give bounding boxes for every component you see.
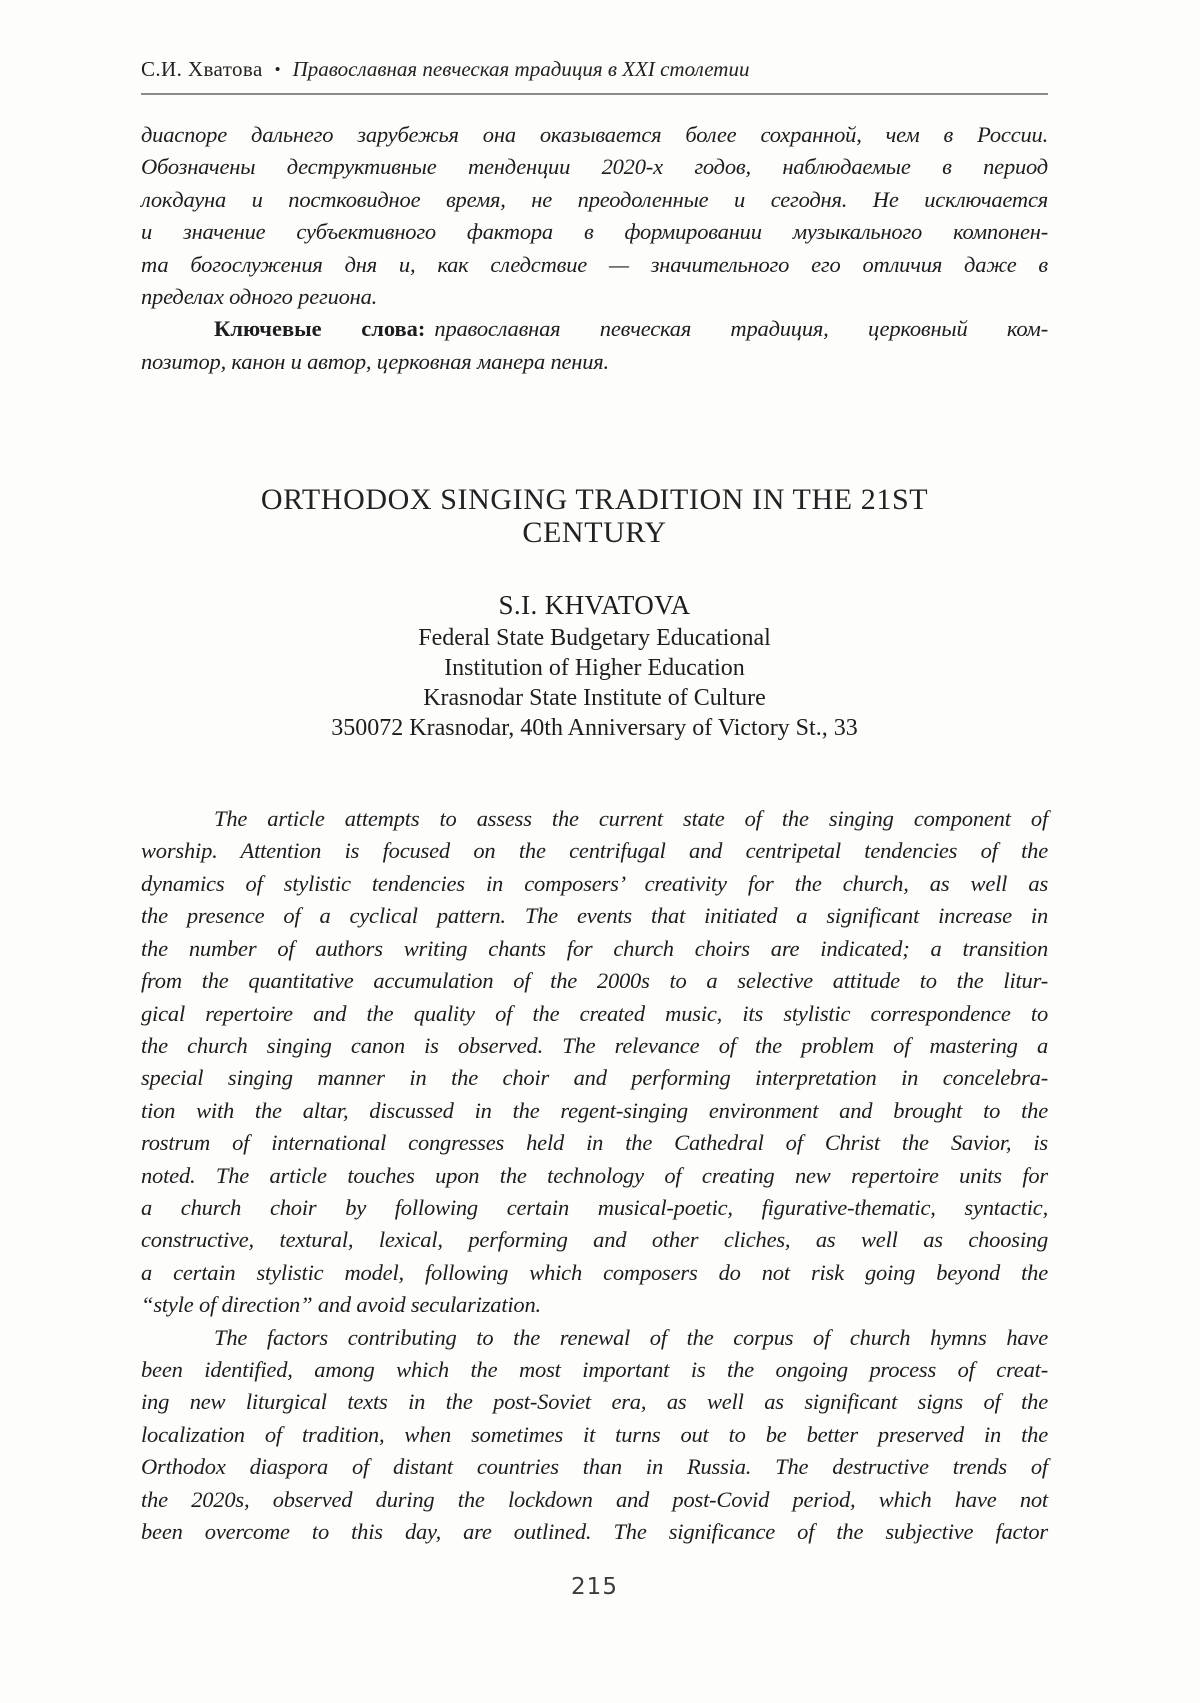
text-line: Orthodox diaspora of distant countries than in Russia. The destructive trends of — [141, 1454, 1048, 1480]
text-line: Institution of Higher Education — [444, 655, 745, 682]
text-line: Обозначены деструктивные тенденции 2020-х годов, наблюдаемые в период — [141, 154, 1048, 180]
text-line: и значение субъективного фактора в формировании музыкального компонен- — [141, 219, 1048, 245]
text-line: noted. The article touches upon the technology of creating new repertoire units for — [141, 1162, 1048, 1188]
text-line: a church choir by following certain musical-poetic, figurative-thematic, syntactic, — [141, 1194, 1048, 1220]
abstract-paragraph-1 — [141, 803, 1048, 1322]
keywords-text: православная певческая традиция, церковный ком- — [434, 316, 1048, 342]
text-line: ing new liturgical texts in the post-Soviet era, as well as significant signs of the — [141, 1389, 1048, 1415]
keywords-label: Ключевые слова: — [214, 316, 426, 342]
text-line: from the quantitative accumulation of the 2000s to a selective attitude to the litur- — [141, 968, 1048, 994]
running-header — [141, 56, 1048, 95]
text-line: special singing manner in the choir and performing interpretation in concelebra- — [141, 1065, 1048, 1091]
text-line: Krasnodar State Institute of Culture — [423, 685, 766, 712]
bullet-separator: • — [274, 60, 281, 79]
text-line: localization of tradition, when sometimes it turns out to be better preserved in the — [141, 1421, 1048, 1447]
article-affiliation — [141, 623, 1048, 743]
keywords-line-1 — [141, 313, 1048, 345]
article-title — [141, 484, 1048, 549]
text-line: the 2020s, observed during the lockdown and post-Covid period, which have not — [141, 1486, 1048, 1512]
text-line: worship. Attention is focused on the centrifugal and centripetal tendencies of the — [141, 838, 1048, 864]
text-line: the number of authors writing chants for church choirs are indicated; a transition — [141, 935, 1048, 961]
text-line: constructive, textural, lexical, performing and other cliches, as well as choosing — [141, 1227, 1048, 1253]
running-header-author: С.И. Хватова — [141, 57, 263, 81]
text-line: The factors contributing to the renewal of the corpus of church hymns have — [214, 1324, 1048, 1350]
text-line: та богослужения дня и, как следствие — значительного его отличия даже в — [141, 251, 1048, 277]
text-line: Federal State Budgetary Educational — [418, 625, 771, 652]
text-line: диаспоре дальнего зарубежья она оказывается более сохранной, чем в России. — [141, 122, 1048, 147]
text-line: ORTHODOX SINGING TRADITION IN THE 21ST — [260, 483, 929, 517]
text-line: The article attempts to assess the current state of the singing component of — [214, 806, 1048, 832]
text-line: “style of direction” and avoid secularization. — [141, 1292, 541, 1318]
text-line: a certain stylistic model, following which composers do not risk going beyond the — [141, 1259, 1048, 1285]
abstract-paragraph-2 — [141, 1322, 1048, 1549]
text-line: rostrum of international congresses held in the Cathedral of Christ the Savior, is — [141, 1130, 1048, 1156]
keywords-line-2: позитор, канон и автор, церковная манера пения. — [141, 348, 609, 374]
text-line: tion with the altar, discussed in the regent-singing environment and brought to the — [141, 1097, 1048, 1123]
text-line: been overcome to this day, are outlined. The significance of the subjective factor — [141, 1519, 1048, 1544]
text-line: been identified, among which the most important is the ongoing process of creat- — [141, 1356, 1048, 1382]
text-line: the presence of a cyclical pattern. The events that initiated a significant increase in — [141, 903, 1048, 929]
text-line: CENTURY — [522, 515, 667, 549]
text-line: dynamics of stylistic tendencies in composers’ creativity for the church, as well as — [141, 870, 1048, 896]
keywords-block — [141, 313, 1048, 378]
text-line: gical repertoire and the quality of the created music, its stylistic correspondence to — [141, 1000, 1048, 1026]
text-line: the church singing canon is observed. The relevance of the problem of mastering a — [141, 1032, 1048, 1058]
text-line: локдауна и постковидное время, не преодоленные и сегодня. Не исключается — [141, 186, 1048, 212]
article-author: S.I. KHVATOVA — [498, 590, 691, 621]
running-header-title: Православная певческая традиция в XXI столетии — [292, 57, 750, 81]
text-line: пределах одного региона. — [141, 284, 378, 310]
text-line: 350072 Krasnodar, 40th Anniversary of Victory St., 33 — [331, 715, 858, 742]
page-number: 215 — [571, 1574, 618, 1601]
english-abstract — [141, 803, 1048, 1548]
russian-abstract — [141, 119, 1048, 313]
